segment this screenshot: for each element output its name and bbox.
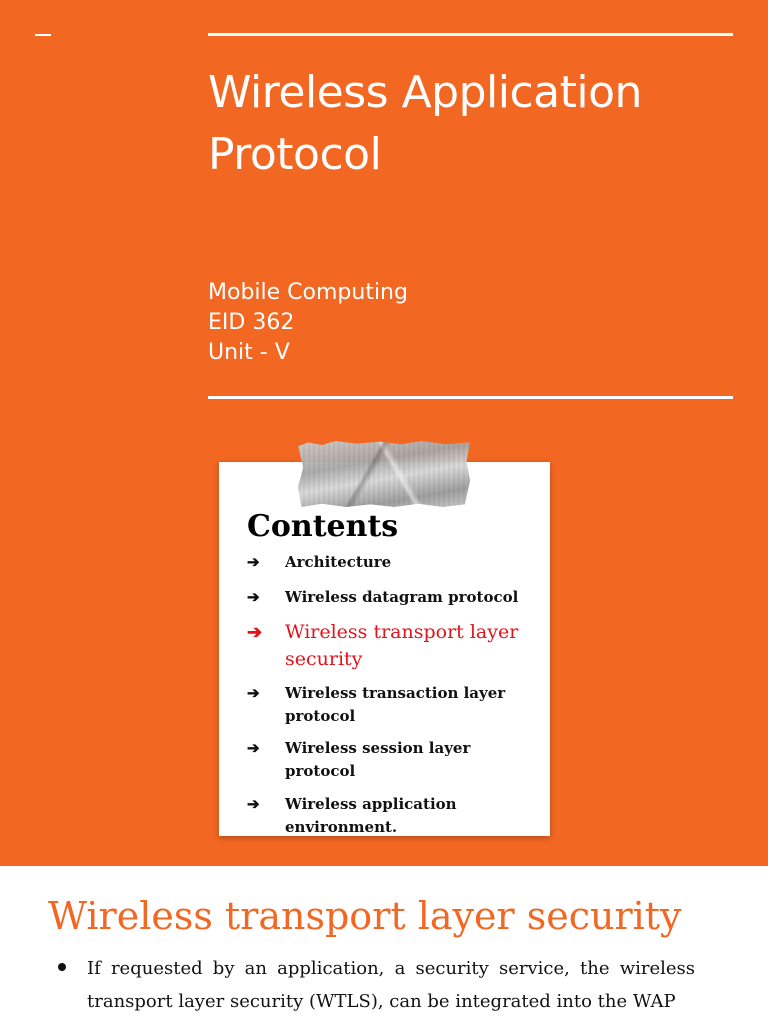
contents-item-wdp (247, 586, 537, 609)
arrow-icon: ➔ (247, 553, 260, 571)
course-name: Mobile Computing (208, 280, 408, 305)
bottom-rule (208, 396, 733, 399)
contents-item-label: Wireless application environment. (285, 795, 457, 836)
unit-number: Unit - V (208, 340, 290, 365)
contents-item-label: Architecture (285, 553, 392, 571)
contents-item-wae (247, 793, 537, 839)
contents-item-wtls (247, 619, 537, 673)
tape-decoration (298, 441, 470, 507)
contents-item-label: Wireless session layer protocol (285, 739, 471, 780)
contents-heading: Contents (247, 509, 399, 544)
arrow-icon: ➔ (247, 622, 263, 643)
contents-item-wsp (247, 737, 537, 783)
contents-item-label: Wireless transaction layer protocol (285, 684, 506, 725)
slide-title: Wireless Application Protocol (208, 67, 642, 180)
arrow-icon: ➔ (247, 684, 260, 702)
bullet-icon (58, 963, 66, 971)
contents-item-architecture (247, 551, 537, 574)
slide-subtitle (208, 278, 408, 368)
corner-dash (35, 34, 51, 36)
course-code: EID 362 (208, 310, 295, 335)
slide-heading: Wireless transport layer security (48, 894, 682, 938)
arrow-icon: ➔ (247, 588, 260, 606)
wtls-slide (0, 866, 768, 1024)
arrow-icon: ➔ (247, 739, 260, 757)
top-rule (208, 33, 733, 36)
contents-item-label: Wireless datagram protocol (285, 588, 519, 606)
contents-item-wtp (247, 682, 537, 728)
arrow-icon: ➔ (247, 795, 260, 813)
bullet-text: If requested by an application, a security service, the wireless transport layer security (WTLS), can be integrated into the WAP (87, 958, 695, 1012)
contents-item-label: Wireless transport layer security (285, 621, 519, 670)
